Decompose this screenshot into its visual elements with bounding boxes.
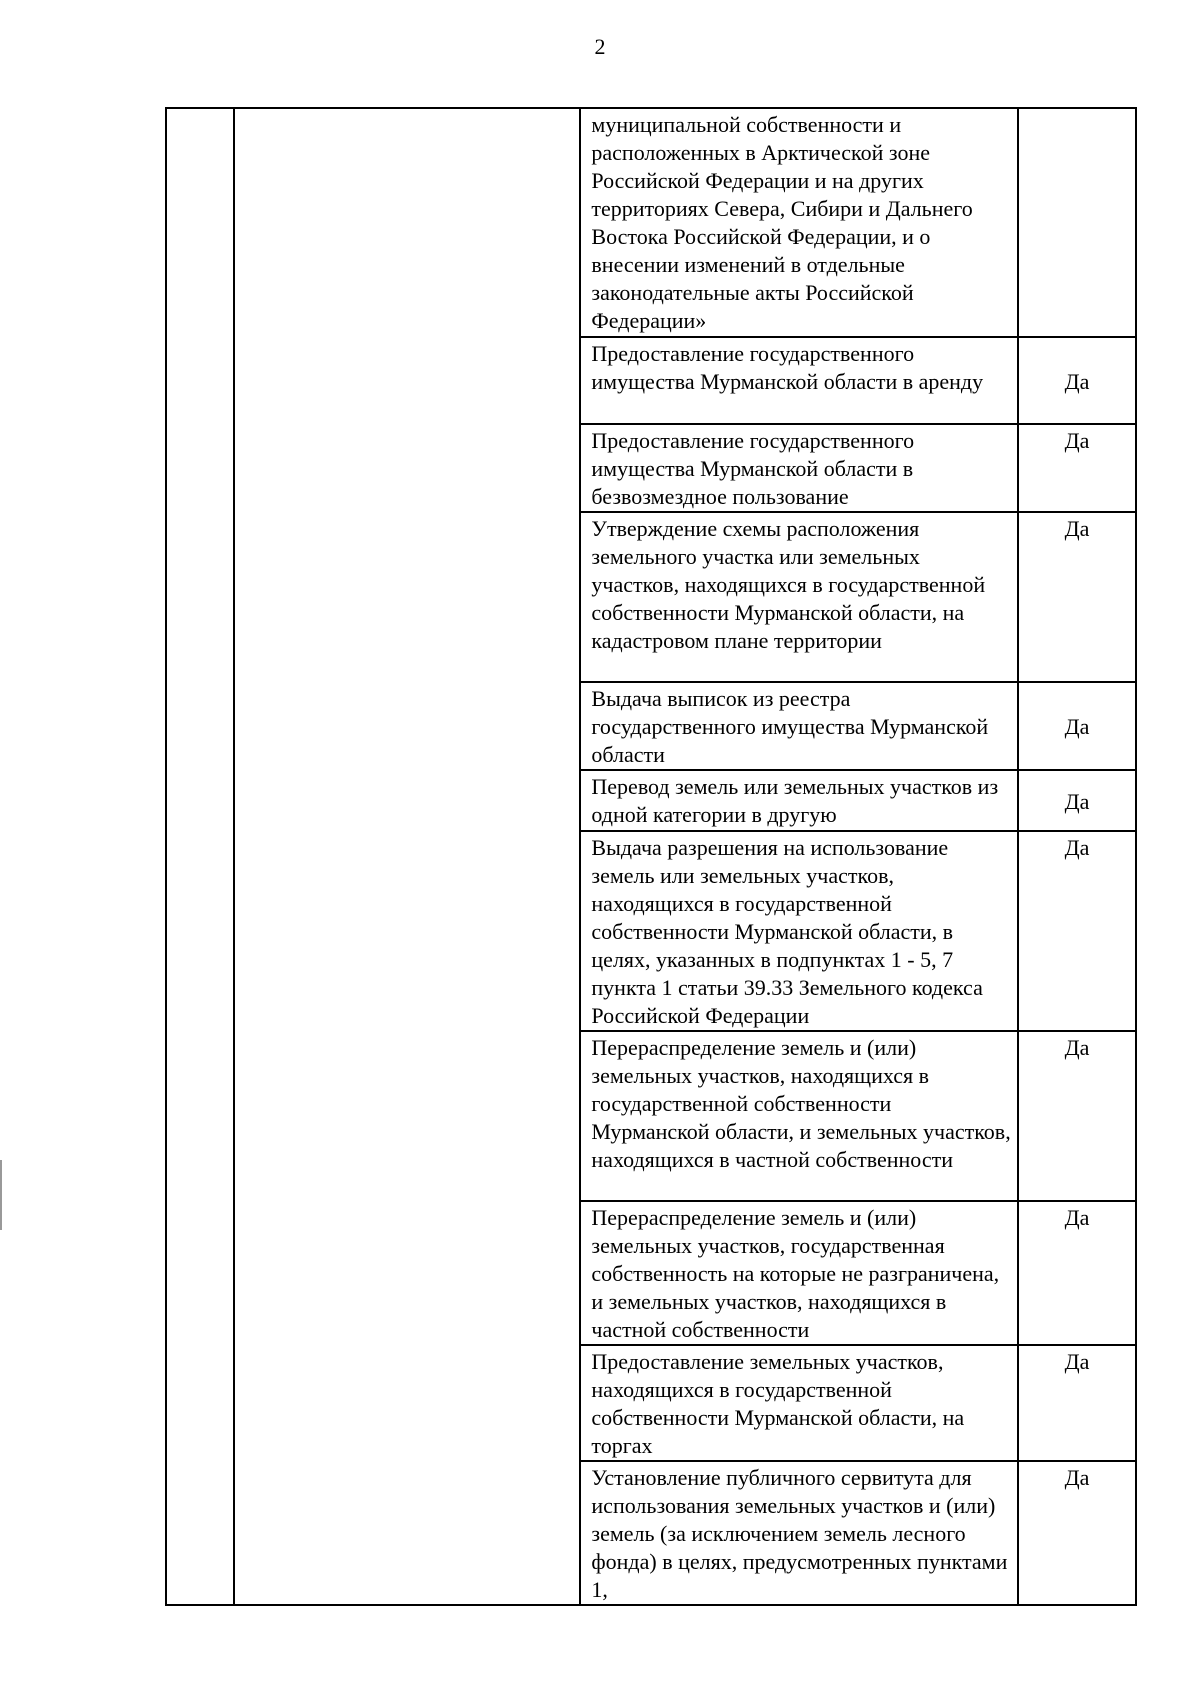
flag-cell [1018, 682, 1136, 770]
service-name-text: Перевод земель или земельных участков из одной категории в другую [591, 774, 999, 827]
service-name-text: Предоставление государственного имущества Мурманской области в безвозмездное пользование [591, 428, 915, 509]
service-name-text: Перераспределение земель и (или) земельных участков, находящихся в государственной собственности Мурманской области, и земельных участков, находящихся в частной собственности [591, 1035, 1011, 1172]
flag-text: Да [1064, 516, 1090, 541]
flag-cell [1018, 831, 1136, 1031]
flag-cell [1018, 337, 1136, 424]
authority-column-cell [234, 108, 581, 1605]
flag-text: Да [1064, 714, 1090, 739]
flag-cell [1018, 1201, 1136, 1345]
service-name-cell [580, 1201, 1018, 1345]
service-name-text: Предоставление государственного имущества Мурманской области в аренду [591, 341, 984, 394]
flag-cell [1018, 1345, 1136, 1461]
page-number: 2 [594, 34, 606, 59]
table-row [166, 108, 1136, 337]
service-name-cell [580, 424, 1018, 512]
service-name-text: Выдача выписок из реестра государственного имущества Мурманской области [591, 686, 989, 767]
flag-text: Да [1064, 1035, 1090, 1060]
scan-artifact-mark [0, 1160, 2, 1230]
flag-text: Да [1064, 1205, 1090, 1230]
flag-text [1019, 109, 1135, 111]
flag-text: Да [1064, 788, 1090, 814]
service-name-text: Предоставление земельных участков, находящихся в государственной собственности Мурманской области, на торгах [591, 1349, 965, 1458]
service-name-cell [580, 770, 1018, 831]
service-name-cell [580, 1461, 1018, 1605]
flag-text: Да [1064, 835, 1090, 860]
service-name-text: Установление публичного сервитута для использования земельных участков и (или) земель (за исключением земель лесного фонда) в целях, предусмотренных пунктами 1, [591, 1465, 1008, 1602]
flag-text: Да [1064, 1349, 1090, 1374]
service-name-cell [580, 337, 1018, 424]
service-name-cell [580, 831, 1018, 1031]
service-name-text: муниципальной собственности и расположенных в Арктической зоне Российской Федерации и на других территориях Севера, Сибири и Дальнего Востока Российской Федерации, и о внесении изменений в отдельные законодательные акты Российской Федерации» [591, 112, 973, 333]
flag-text: Да [1064, 1465, 1090, 1490]
flag-text: Да [1064, 368, 1090, 394]
service-name-cell [580, 1031, 1018, 1201]
flag-cell [1018, 1031, 1136, 1201]
flag-cell [1018, 424, 1136, 512]
service-name-cell [580, 682, 1018, 770]
flag-cell [1018, 770, 1136, 831]
service-name-text: Перераспределение земель и (или) земельных участков, государственная собственность на которые не разграничена, и земельных участков, находящихся в частной собственности [591, 1205, 1000, 1342]
service-name-cell [580, 1345, 1018, 1461]
flag-cell [1018, 512, 1136, 682]
service-name-text: Выдача разрешения на использование земель или земельных участков, находящихся в государственной собственности Мурманской области, в целях, указанных в подпунктах 1 - 5, 7 пункта 1 статьи 39.33 Земельного кодекса Российской Федерации [591, 835, 983, 1028]
service-name-cell [580, 108, 1018, 337]
flag-cell [1018, 1461, 1136, 1605]
services-table [165, 107, 1137, 1606]
number-column-cell [166, 108, 234, 1605]
flag-text: Да [1064, 428, 1090, 453]
service-name-cell [580, 512, 1018, 682]
service-name-text: Утверждение схемы расположения земельного участка или земельных участков, находящихся в государственной собственности Мурманской области, на кадастровом плане территории [591, 516, 986, 653]
flag-cell [1018, 108, 1136, 337]
